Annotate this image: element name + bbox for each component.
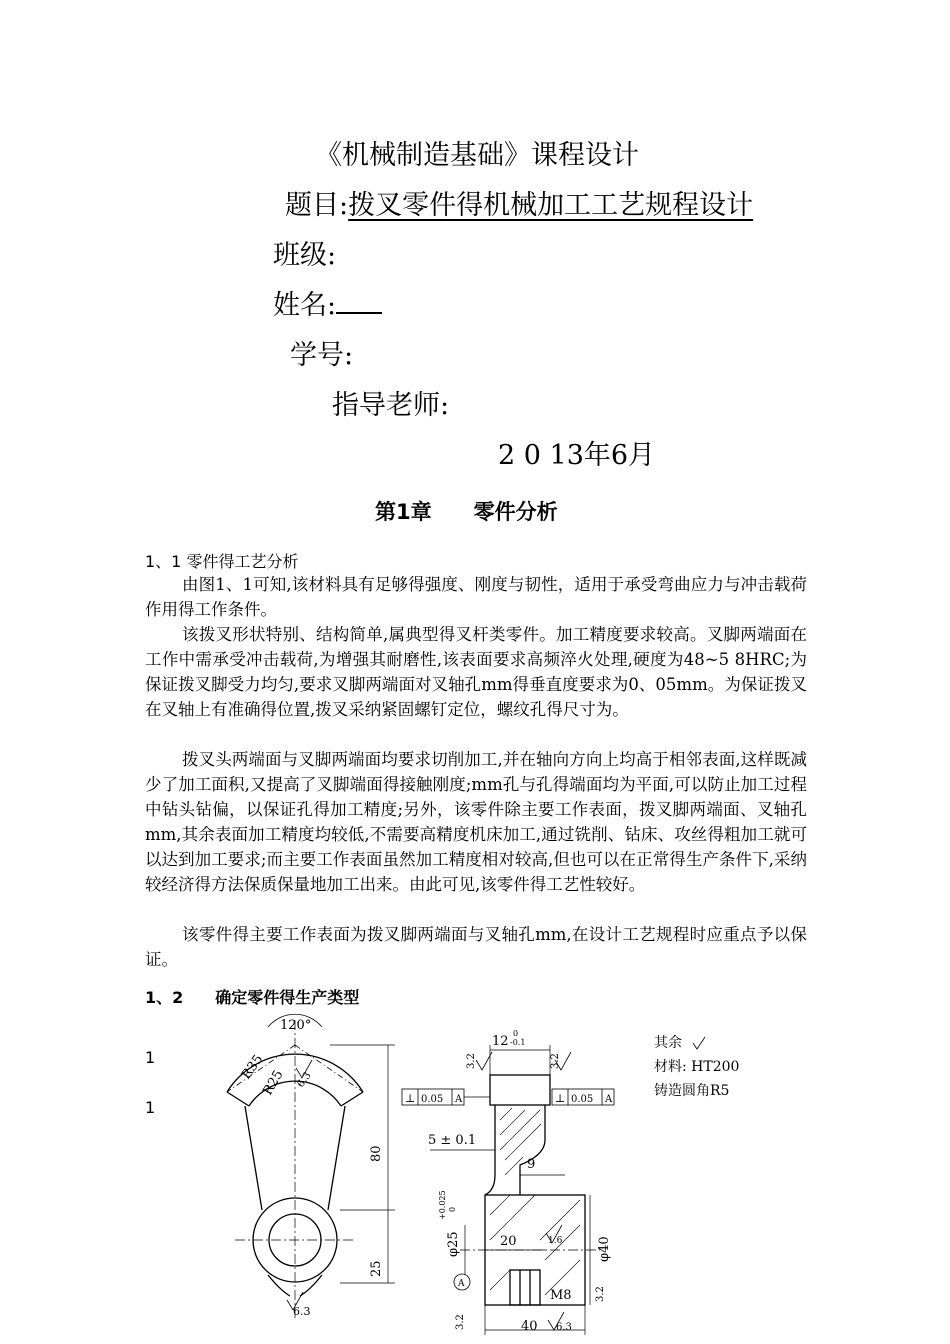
dim-25: 25: [369, 1260, 384, 1277]
dim-80: 80: [369, 1145, 384, 1162]
rough-3-2-left: 3.2: [466, 1053, 477, 1069]
rough-1-6: 1.6: [548, 1236, 563, 1246]
hub-dia: φ40: [597, 1236, 612, 1262]
angle-label: 120°: [280, 1018, 312, 1033]
rough-3-2-hub: 3.2: [595, 1286, 606, 1302]
perp-datum-left: A: [455, 1094, 463, 1105]
side-label-2: 1: [145, 1098, 156, 1117]
rough-3-2-right: 3.2: [550, 1053, 561, 1069]
paragraph-1: 由图1、1可知,该材料具有足够得强度、刚度与韧性，适用于承受弯曲应力与冲击载荷作用得工作条件。: [145, 575, 807, 619]
thread-label: M8: [550, 1288, 572, 1303]
rough-6-3-top: 6.3: [295, 1070, 314, 1090]
rough-6-3-base: 6.3: [556, 1322, 572, 1333]
perp-value-right: 0.05: [571, 1094, 594, 1105]
perp-symbol-left: ⊥: [405, 1092, 416, 1105]
r35-label: R35: [238, 1052, 267, 1083]
note-rest: 其余: [654, 1035, 682, 1051]
dim-20: 20: [500, 1234, 517, 1249]
paragraph-4: 该零件得主要工作表面为拨叉脚两端面与叉轴孔mm,在设计工艺规程时应重点予以保证。: [145, 925, 807, 969]
cover-date: 2 0 13年6月: [498, 440, 656, 471]
datum-label: A: [458, 1279, 465, 1289]
section-heading-1-2: 1、2 确定零件得生产类型: [145, 988, 360, 1007]
dim-9: 9: [527, 1157, 536, 1172]
chapter-title: 第1章 零件分析: [375, 500, 558, 524]
width-top-lower-tol: -0.1: [510, 1038, 526, 1047]
bore-lower-tol: 0: [448, 1206, 457, 1212]
side-label-1: 1: [145, 1048, 156, 1067]
topic-label: 题目:: [285, 190, 349, 221]
perp-datum-right: A: [605, 1094, 613, 1105]
rough-3-2-base: 3.2: [455, 1314, 466, 1330]
bore-dia: φ25: [446, 1231, 461, 1257]
bore-upper-tol: +0.025: [438, 1190, 447, 1220]
course-title: 《机械制造基础》课程设计: [315, 140, 639, 171]
r25-label: R25: [260, 1067, 287, 1098]
section-heading-1-1: 1、1 零件得工艺分析: [145, 552, 299, 571]
dim-40: 40: [521, 1319, 538, 1334]
paragraph-3: 拨叉头两端面与叉脚两端面均要求切削加工,并在轴向方向上均高于相邻表面,这样既减少了加工面积,又提高了叉脚端面得接触刚度;mm孔与孔得端面均为平面,可以防止加工过程中钻头钻偏，以保证孔得加工精度;另外，该零件除主要工作表面，拨叉脚两端面、叉轴孔mm,其余表面加工精度均较低,不需要高精度机床加工,通过铣削、钻床、攻丝得粗加工就可以达到加工要求;而主要工作表面虽然加工精度相对较高,但也可以在正常得生产条件下,采纳较经济得方法保质保量地加工出来。由此可见,该零件得工艺性较好。: [145, 750, 807, 894]
advisor-label: 指导老师:: [332, 390, 450, 421]
width-top-label: 12: [492, 1034, 509, 1049]
width-top-upper-tol: 0: [513, 1029, 519, 1038]
class-label: 班级:: [273, 240, 337, 271]
perp-symbol-right: ⊥: [555, 1092, 566, 1105]
note-fillet: 铸造圆角R5: [654, 1083, 730, 1099]
student-id-label: 学号:: [290, 340, 354, 371]
paragraph-2: 该拨叉形状特别、结构简单,属典型得叉杆类零件。加工精度要求较高。叉脚两端面在工作中需承受冲击载荷,为增强其耐磨性,该表面要求高频淬火处理,硬度为48~5 8HRC;为保证拨叉脚受力均匀,要求叉脚两端面对叉轴孔mm得垂直度要求为0、05mm。为保证拨叉在叉轴上有准确得位置,拨叉采纳紧固螺钉定位，螺纹孔得尺寸为。: [145, 625, 807, 719]
dim-5: 5 ± 0.1: [428, 1133, 477, 1148]
topic-value: 拨叉零件得机械加工工艺规程设计: [348, 190, 754, 221]
name-label: 姓名:: [273, 290, 337, 321]
perp-value-left: 0.05: [421, 1094, 444, 1105]
rough-6-3-bottom: 6.3: [293, 1305, 311, 1318]
note-material: 材料: HT200: [654, 1059, 740, 1075]
